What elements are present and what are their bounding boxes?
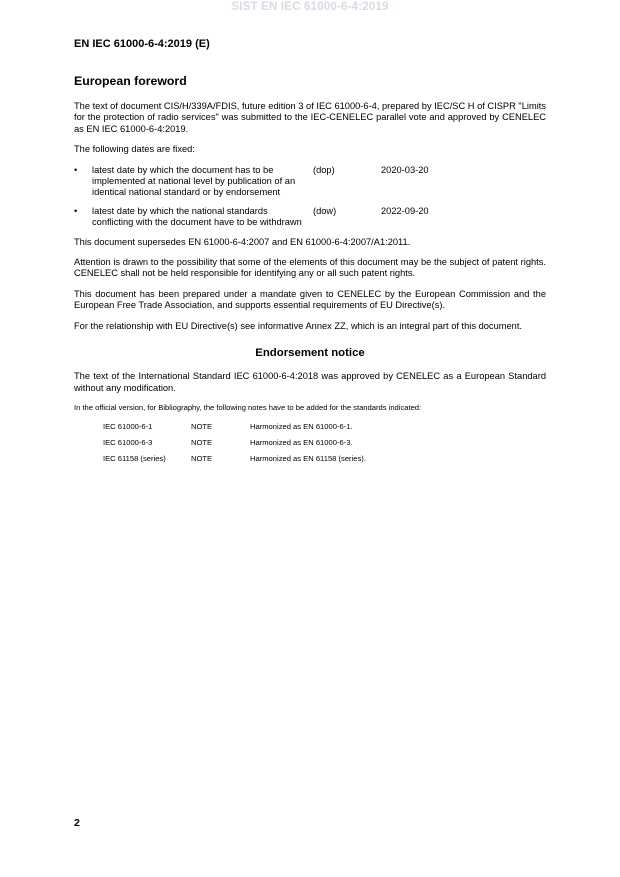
date-code: (dop): [313, 164, 335, 175]
watermark: SIST EN IEC 61000-6-4:2019: [231, 1, 389, 13]
note-text: Harmonized as EN 61000-6-1.: [250, 421, 353, 431]
note-row: [103, 454, 546, 464]
note-standard: IEC 61000-6-3: [103, 437, 153, 447]
date-list: [74, 165, 546, 229]
endorsement-text: The text of the International Standard IEC 61000-6-4:2018 was approved by CENELEC as a European Standard without any modification.: [74, 371, 546, 393]
note-label: NOTE: [191, 453, 213, 463]
note-text: Harmonized as EN 61000-6-3.: [250, 437, 353, 447]
date-item-dow: [74, 206, 546, 229]
note-label: NOTE: [191, 437, 213, 447]
mandate-paragraph: This document has been prepared under a mandate given to CENELEC by the European Commission and the European Free Trade Association, and supports essential requirements of EU Directive(s).: [74, 288, 546, 311]
page-number: 2: [74, 817, 80, 829]
attention-paragraph: Attention is drawn to the possibility that some of the elements of this document may be the subject of patent rights. CENELEC shall not be held responsible for identifying any or all such patent rights.: [74, 257, 546, 279]
endorsement-title: Endorsement notice: [255, 347, 365, 360]
date-value: 2020-03-20: [381, 164, 429, 175]
bibliography-notes: [103, 422, 546, 464]
date-description: latest date by which the national standards conflicting with the document have to be withdrawn: [92, 205, 302, 228]
bullet: •: [74, 205, 78, 216]
note-row: [103, 438, 546, 448]
bullet: •: [74, 164, 78, 175]
date-description: latest date by which the document has to be implemented at national level by publication of an identical national standard or by endorsement: [92, 164, 296, 198]
date-item-dop: [74, 165, 546, 199]
page-content: [74, 74, 546, 470]
note-row: [103, 422, 546, 432]
supersedes-paragraph: This document supersedes EN 61000-6-4:2007 and EN 61000-6-4:2007/A1:2011.: [74, 236, 411, 247]
date-code: (dow): [313, 205, 337, 216]
note-label: NOTE: [191, 421, 213, 431]
relationship-paragraph: For the relationship with EU Directive(s) see informative Annex ZZ, which is an integral part of this document.: [74, 320, 522, 331]
bibliography-intro: In the official version, for Bibliography, the following notes have to be added for the standards indicated:: [74, 402, 422, 412]
document-id: EN IEC 61000-6-4:2019 (E): [74, 38, 210, 50]
dates-intro: The following dates are fixed:: [74, 144, 195, 155]
note-text: Harmonized as EN 61158 (series).: [250, 453, 366, 463]
note-standard: IEC 61000-6-1: [103, 421, 153, 431]
foreword-intro: The text of document CIS/H/339A/FDIS, future edition 3 of IEC 61000-6-4, prepared by IEC/SC H of CISPR "Limits for the protection of radio services" was submitted to the IEC-CENELEC parallel vote and approved by CENELEC as EN IEC 61000-6-4:2019.: [74, 101, 546, 134]
date-value: 2022-09-20: [381, 205, 429, 216]
note-standard: IEC 61158 (series): [103, 453, 166, 463]
foreword-title: European foreword: [74, 74, 187, 88]
